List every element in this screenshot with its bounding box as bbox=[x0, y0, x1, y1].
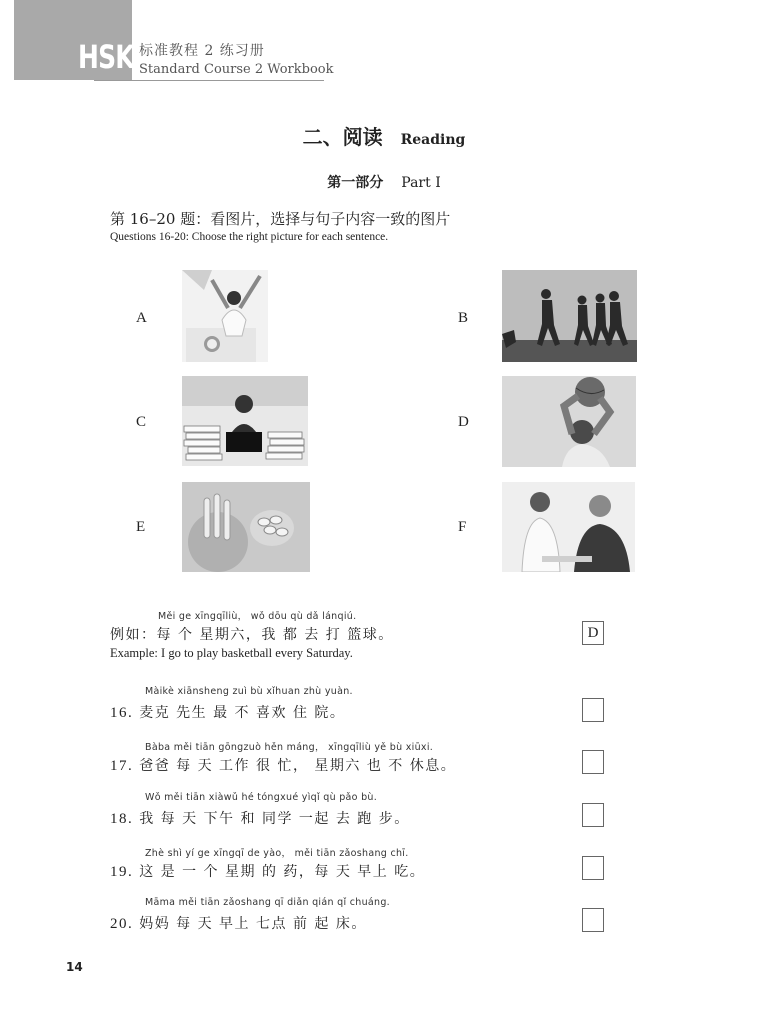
question-16-number: 16. bbox=[110, 705, 134, 721]
picture-e bbox=[182, 482, 310, 572]
option-letter-c: C bbox=[136, 414, 147, 430]
option-letter-d: D bbox=[458, 414, 469, 430]
question-20-answer-box[interactable] bbox=[582, 908, 604, 932]
page-number: 14 bbox=[66, 960, 83, 974]
part-title-cn: 第一部分 bbox=[327, 175, 384, 191]
question-18 bbox=[110, 808, 410, 828]
question-16-sentence: 麦克 先生 最 不 喜欢 住 院。 bbox=[139, 705, 346, 721]
question-16-pinyin: Màikè xiānsheng zuì bù xǐhuan zhù yuàn. bbox=[145, 686, 353, 697]
example-label: 例如： bbox=[110, 627, 157, 643]
question-20-pinyin: Māma měi tiān zǎoshang qī diǎn qián qǐ chuáng. bbox=[145, 897, 390, 908]
question-16-answer-box[interactable] bbox=[582, 698, 604, 722]
example-line bbox=[110, 624, 394, 644]
example-english: Example: I go to play basketball every Saturday. bbox=[110, 646, 353, 660]
section-title-en: Reading bbox=[400, 132, 466, 148]
option-letter-a: A bbox=[136, 310, 147, 326]
section-title bbox=[0, 121, 768, 150]
question-18-pinyin: Wǒ měi tiān xiàwǔ hé tóngxué yìqǐ qù pǎo bù. bbox=[145, 792, 378, 803]
question-19-number: 19. bbox=[110, 864, 134, 880]
question-17-pinyin: Bàba měi tiān gōngzuò hěn máng， xīngqīliù yě bù xiūxi. bbox=[145, 742, 434, 753]
instructions-en: Questions 16-20: Choose the right picture for each sentence. bbox=[110, 231, 389, 243]
option-letter-f: F bbox=[458, 519, 467, 535]
part-title-en: Part Ⅰ bbox=[401, 175, 441, 191]
picture-f bbox=[502, 482, 635, 572]
question-18-sentence: 我 每 天 下午 和 同学 一起 去 跑 步。 bbox=[139, 811, 410, 827]
picture-a bbox=[182, 270, 268, 362]
picture-b bbox=[502, 270, 637, 362]
question-19 bbox=[110, 861, 425, 881]
question-18-number: 18. bbox=[110, 811, 134, 827]
question-19-sentence: 这 是 一 个 星期 的 药，每 天 早上 吃。 bbox=[139, 864, 426, 880]
header-rule bbox=[94, 80, 324, 81]
question-19-pinyin: Zhè shì yí ge xīngqī de yào， měi tiān zǎoshang chī. bbox=[145, 848, 409, 859]
book-title-en: Standard Course 2 Workbook bbox=[139, 62, 334, 77]
question-17-answer-box[interactable] bbox=[582, 750, 604, 774]
question-20-number: 20. bbox=[110, 916, 134, 932]
book-title-cn: 标准教程 2 练习册 bbox=[139, 43, 265, 59]
question-20-sentence: 妈妈 每 天 早上 七点 前 起 床。 bbox=[139, 916, 367, 932]
question-16 bbox=[110, 702, 345, 722]
question-18-answer-box[interactable] bbox=[582, 803, 604, 827]
option-letter-b: B bbox=[458, 310, 469, 326]
question-19-answer-box[interactable] bbox=[582, 856, 604, 880]
question-17-sentence: 爸爸 每 天 工作 很 忙， 星期六 也 不 休息。 bbox=[139, 758, 457, 774]
part-title bbox=[0, 172, 768, 192]
example-pinyin: Měi ge xīngqīliù， wǒ dōu qù dǎ lánqiú. bbox=[158, 611, 357, 622]
example-answer-box: D bbox=[582, 621, 604, 645]
section-title-cn: 二、阅读 bbox=[302, 125, 383, 149]
hsk-logo: HSK bbox=[78, 38, 134, 76]
picture-d bbox=[502, 376, 636, 467]
example-sentence: 每 个 星期六，我 都 去 打 篮球。 bbox=[156, 627, 394, 643]
instructions-cn: 第 16–20 题：看图片，选择与句子内容一致的图片 bbox=[110, 210, 451, 228]
picture-c bbox=[182, 376, 308, 466]
option-letter-e: E bbox=[136, 519, 146, 535]
question-20 bbox=[110, 913, 367, 933]
question-17-number: 17. bbox=[110, 758, 134, 774]
question-17 bbox=[110, 755, 456, 775]
